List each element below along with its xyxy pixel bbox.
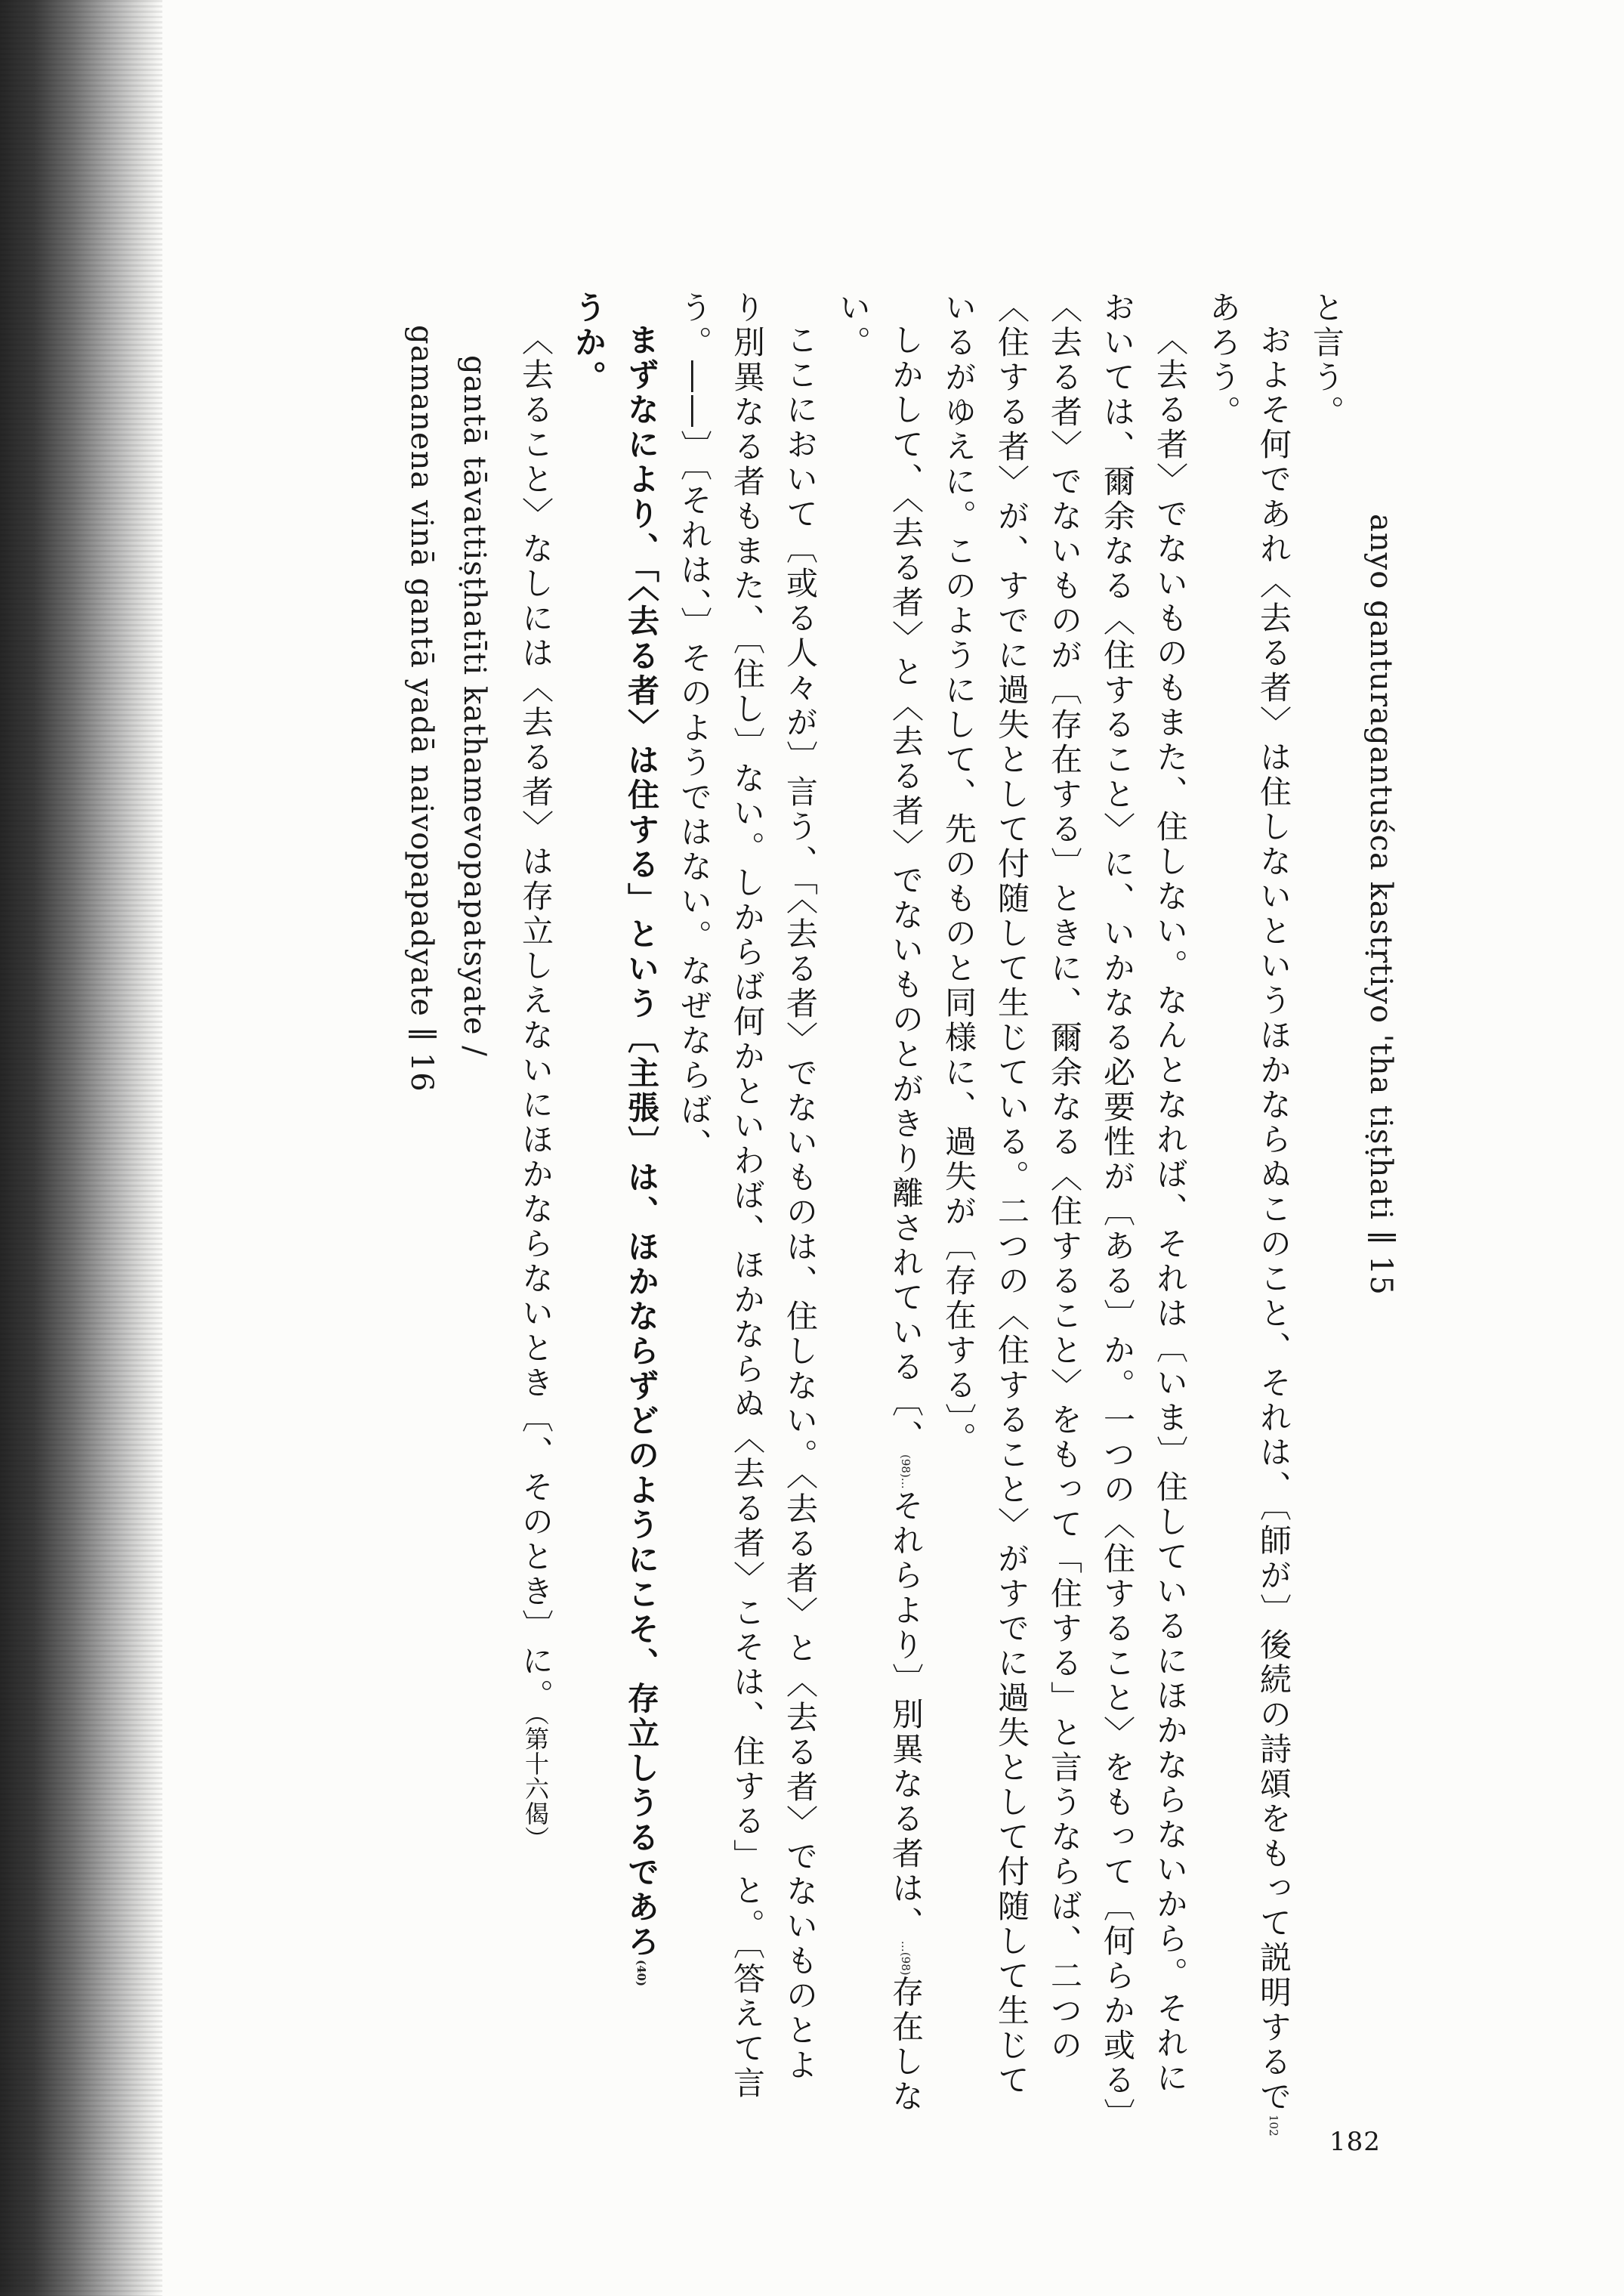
verse-16-label: （第十六偈）: [521, 1714, 550, 1851]
text-line-12: り別異なる者もまた、〔住し〕ない。しからば何かといわば、ほかならぬ〈去る者〉こそは、住する」と。〔答えて言: [729, 291, 766, 2101]
text-line-11: ここにおいて〔或る人々が〕言う、「〈去る者〉でないものは、住しない。〈去る者〉と〈去る者〉でないものとよ: [782, 323, 819, 2083]
text-line-5: おいては、爾余なる〈住すること〉に、いかなる必要性が〔ある〕か。一つの〈住すること〉をもって〔何らか或る〕: [1099, 291, 1136, 2133]
note-ref-98-close: …(98): [899, 1940, 912, 1976]
text-line-4: 〈去る者〉でないものもまた、住しない。なんとなれば、それは〔いま〕住しているにほかならないから。それに: [1152, 323, 1189, 2096]
text-line-3: あろう。: [1205, 291, 1242, 430]
verse-16-romanized-line-2: gamanena vinā gantā yadā naivopapadyate ∥ 16: [404, 325, 439, 1092]
text-line-1: と言う。: [1308, 291, 1345, 430]
text-line-15: うか。: [570, 291, 607, 395]
note-ref-102: 102: [1267, 2115, 1280, 2137]
text-line-7: 〈住する者〉が、すでに過失として付随して生じている。二つの〈住すること〉がすでに過失として付随して生じて: [993, 291, 1030, 2098]
scan-gutter-shadow: [0, 0, 162, 2296]
text-line-13: う。――〕〔それは、〕そのようではない。なぜならば、: [676, 291, 713, 1163]
text-line-10: い。: [835, 291, 872, 360]
page-number: 182: [1329, 2127, 1381, 2157]
text-line-9: しかして、〈去る者〉と〈去る者〉でないものとがきり離されている〔、(98)…それらより〕別異なる者は、…(98)存在しな: [888, 323, 925, 2115]
note-ref-40: (40): [634, 1960, 648, 1987]
note-ref-98-open: (98)…: [899, 1454, 912, 1489]
text-line-14: まずなにより、「〈去る者〉は住する」という〔主張〕は、ほかならずどのようにこそ、存立しうるであろ(40): [623, 323, 660, 1987]
text-line-2: およそ何であれ〈去る者〉は住しないというほかならぬこのこと、それは、〔師が〕後続の詩頌をもって説明するで102: [1255, 323, 1292, 2137]
verse-16-romanized-line-1: gantā tāvattiṣṭhatīti kathamevopapatsyate /: [457, 355, 492, 1057]
text-line-6: 〈去る者〉でないものが〔存在する〕ときに、爾余なる〈住すること〉をもって「住する」と言うならば、二つの: [1046, 291, 1083, 2063]
text-line-16: 〈去ること〉なしには〈去る者〉は存立しえないにほかならないとき〔、そのとき〕に。（第十六偈）: [517, 323, 554, 1851]
verse-15-romanized: anyo ganturagantuśca kastṛtiyo 'tha tiṣṭhati ∥ 15: [1363, 514, 1398, 1296]
text-line-8: いるがゆえに。このようにして、先のものと同様に、過失が〔存在する〕。: [940, 291, 977, 1457]
